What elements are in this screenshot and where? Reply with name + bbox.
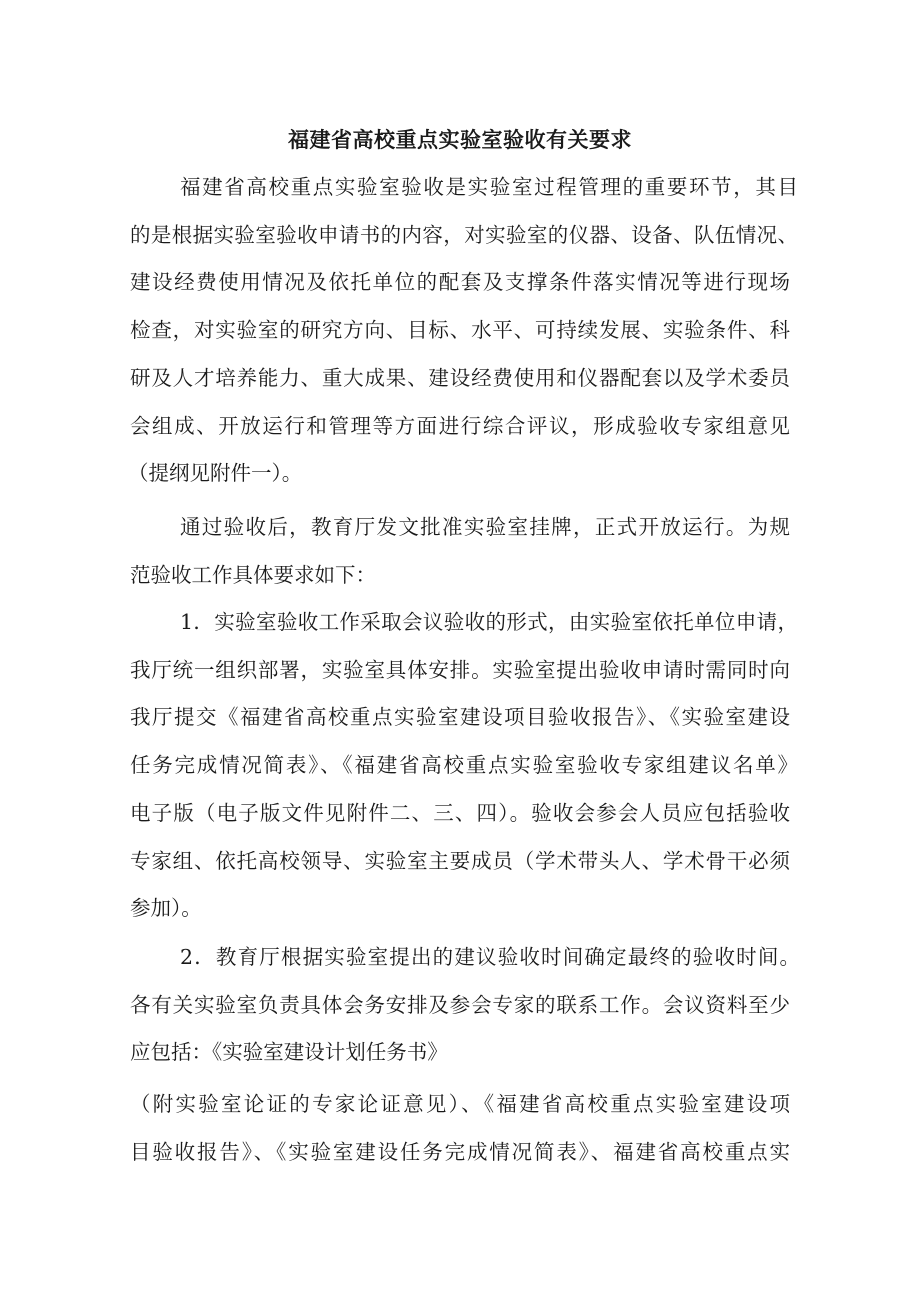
paragraph-1-line-6: 会组成、开放运行和管理等方面进行综合评议，形成验收专家组意见 (130, 414, 790, 438)
paragraph-2-line-2: 范验收工作具体要求如下： (130, 563, 376, 587)
paragraph-3-line-7: 参加）。 (130, 896, 202, 920)
paragraph-1-line-1: 福建省高校重点实验室验收是实验室过程管理的重要环节，其目 (180, 175, 798, 199)
paragraph-3-line-1: 1．实验室验收工作采取会议验收的形式，由实验室依托单位申请， (180, 610, 798, 634)
paragraph-2-line-1: 通过验收后，教育厅发文批准实验室挂牌，正式开放运行。为规 (180, 515, 790, 539)
paragraph-3-line-5: 电子版（电子版文件见附件二、三、四）。验收会参会人员应包括验收 (130, 801, 790, 825)
paragraph-5-line-2: 目验收报告》、《实验室建设任务完成情况简表》、福建省高校重点实 (130, 1140, 790, 1164)
paragraph-1-line-4: 检查，对实验室的研究方向、目标、水平、可持续发展、实验条件、科 (130, 318, 790, 342)
paragraph-1-line-3: 建设经费使用情况及依托单位的配套及支撑条件落实情况等进行现场 (130, 270, 790, 294)
paragraph-3-line-2: 我厅统一组织部署，实验室具体安排。实验室提出验收申请时需同时向 (130, 658, 790, 682)
paragraph-1-line-5: 研及人才培养能力、重大成果、建设经费使用和仪器配套以及学术委员 (130, 366, 790, 390)
paragraph-3-line-6: 专家组、依托高校领导、实验室主要成员（学术带头人、学术骨干必须 (130, 849, 790, 873)
paragraph-4-line-2: 各有关实验室负责具体会务安排及参会专家的联系工作。会议资料至少 (130, 993, 790, 1017)
paragraph-4-line-1: 2．教育厅根据实验室提出的建议验收时间确定最终的验收时间。 (180, 945, 800, 969)
paragraph-4-line-3: 应包括：《实验室建设计划任务书》 (130, 1040, 448, 1064)
paragraph-3-line-3: 我厅提交《福建省高校重点实验室建设项目验收报告》、《实验室建设 (130, 705, 790, 729)
paragraph-3-line-4: 任务完成情况简表》、《福建省高校重点实验室验收专家组建议名单》 (130, 753, 798, 777)
paragraph-5-line-1: （附实验室论证的专家论证意见）、《福建省高校重点实验室建设项 (130, 1092, 790, 1116)
document-title: 福建省高校重点实验室验收有关要求 (288, 127, 632, 152)
paragraph-1-line-2: 的是根据实验室验收申请书的内容，对实验室的仪器、设备、队伍情况、 (130, 223, 798, 247)
paragraph-1-line-7: （提纲见附件一）。 (128, 461, 303, 485)
